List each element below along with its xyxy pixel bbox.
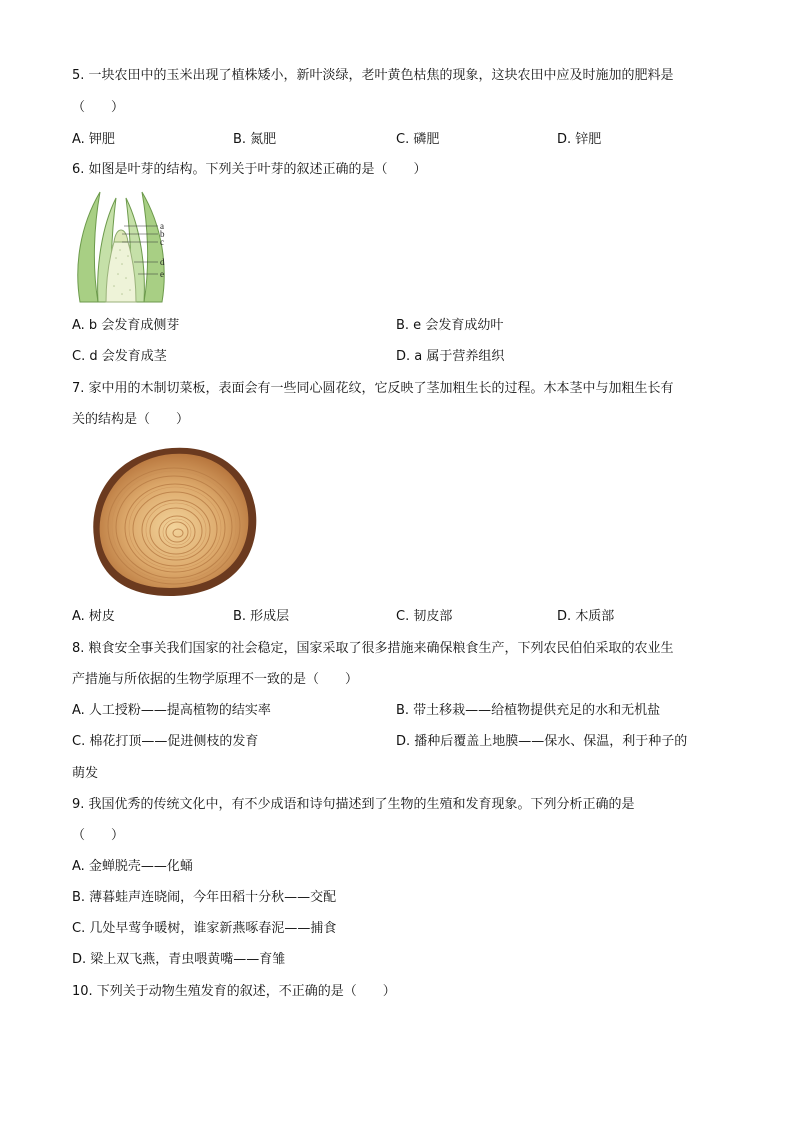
q6-option-c: C. d 会发育成茎: [72, 349, 167, 364]
q9-option-a: A. 金蝉脱壳——化蛹: [72, 859, 193, 874]
figure-label-a: a: [160, 221, 164, 231]
q9-stem-line1: 9. 我国优秀的传统文化中，有不少成语和诗句描述到了生物的生殖和发育现象。下列分析正确的是: [72, 797, 635, 812]
figure-label-e: e: [160, 269, 164, 279]
q7-option-a: A. 树皮: [72, 609, 115, 624]
q9-stem-line2: （ ）: [72, 828, 125, 843]
q5-stem-line2: （ ）: [72, 100, 125, 115]
q8-option-d: D. 播种后覆盖上地膜——保水、保温，利于种子的: [396, 734, 688, 749]
q9-option-c: C. 几处早莺争暖树，谁家新燕啄春泥——捕食: [72, 921, 337, 936]
q8-option-a: A. 人工授粉——提高植物的结实率: [72, 703, 271, 718]
q7-option-b: B. 形成层: [233, 609, 290, 624]
q7-stem-line1: 7. 家中用的木制切菜板，表面会有一些同心圆花纹，它反映了茎加粗生长的过程。木本茎中与加粗生长有: [72, 381, 674, 396]
q7-option-d: D. 木质部: [557, 609, 615, 624]
q8-stem-line2: 产措施与所依据的生物学原理不一致的是（ ）: [72, 672, 359, 687]
q7-stem-line2: 关的结构是（ ）: [72, 412, 190, 427]
q5-option-c: C. 磷肥: [396, 132, 440, 147]
q8-stem-line1: 8. 粮食安全事关我们国家的社会稳定，国家采取了很多措施来确保粮食生产，下列农民伯伯采取的农业生: [72, 641, 674, 656]
leaf-bud-figure: [72, 186, 172, 306]
q6-option-d: D. a 属于营养组织: [396, 349, 505, 364]
q5-option-b: B. 氮肥: [233, 132, 277, 147]
figure-label-c: c: [160, 237, 164, 247]
q6-option-b: B. e 会发育成幼叶: [396, 318, 504, 333]
q9-option-b: B. 薄暮蛙声连晓闹，今年田稻十分秋——交配: [72, 890, 337, 905]
q5-option-a: A. 钾肥: [72, 132, 115, 147]
q8-option-c: C. 棉花打顶——促进侧枝的发育: [72, 734, 259, 749]
q5-option-d: D. 锌肥: [557, 132, 602, 147]
q6-stem: 6. 如图是叶芽的结构。下列关于叶芽的叙述正确的是（ ）: [72, 162, 427, 177]
q6-option-a: A. b 会发育成侧芽: [72, 318, 180, 333]
figure-label-d: d: [160, 257, 165, 267]
figure-label-b: b: [160, 229, 165, 239]
q5-stem-line1: 5. 一块农田中的玉米出现了植株矮小，新叶淡绿，老叶黄色枯焦的现象，这块农田中应及时施加的肥料是: [72, 68, 674, 83]
tree-ring-image: [84, 442, 262, 598]
q9-option-d: D. 梁上双飞燕，青虫喂黄嘴——育雏: [72, 952, 286, 967]
q10-stem: 10. 下列关于动物生殖发育的叙述，不正确的是（ ）: [72, 984, 396, 999]
q8-option-d-wrap: 萌发: [72, 766, 99, 781]
q7-option-c: C. 韧皮部: [396, 609, 453, 624]
q8-option-b: B. 带土移栽——给植物提供充足的水和无机盐: [396, 703, 661, 718]
